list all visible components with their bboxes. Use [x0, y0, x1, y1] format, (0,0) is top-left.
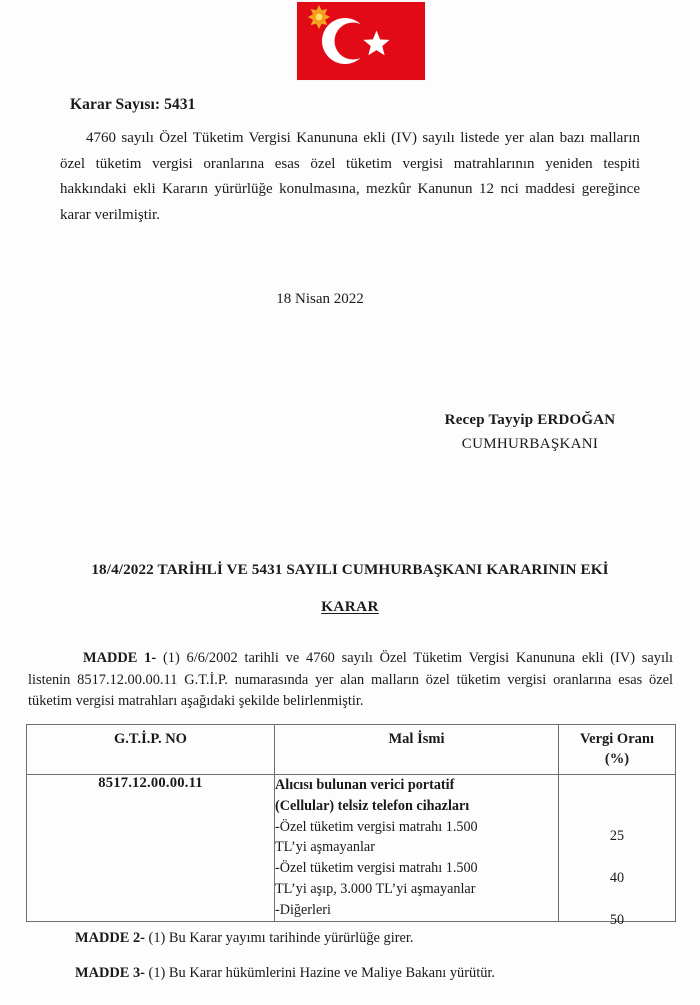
- column-header-gtip: G.T.İ.P. NO: [27, 725, 275, 775]
- tax-rate-tier-1: 25: [609, 828, 625, 844]
- cell-gtip-no: 8517.12.00.00.11: [27, 775, 275, 922]
- article-1-text: (1) 6/6/2002 tarihli ve 4760 sayılı Özel Tüketim Vergisi Kanununa ekli (IV) sayılı listenin 8517.12.00.00.11 G.T.İ.P. numarasında yer alan malların özel tüketim vergisi oranlarına esas özel tüketim vergisi matrahları aşağıdaki şekilde belirlenmiştir.: [28, 650, 673, 709]
- annex-subtitle-text: KARAR: [321, 598, 379, 615]
- tier-2-line1: -Özel tüketim vergisi matrahı 1.500: [275, 860, 478, 877]
- article-2-text: (1) Bu Karar yayımı tarihinde yürürlüğe girer.: [144, 930, 414, 946]
- tax-rate-tier-3: 50: [609, 912, 625, 928]
- table-row: [27, 775, 676, 922]
- intro-paragraph: 4760 sayılı Özel Tüketim Vergisi Kanununa ekli (IV) sayılı listede yer alan bazı malların özel tüketim vergisi oranlarına esas özel tüketim vergisi matrahlarının yeniden tespiti hakkındaki ekli Kararın yürürlüğe konulmasına, mezkûr Kanunun 12 nci maddesi gereğince karar verilmiştir.: [60, 130, 640, 223]
- decision-date: 18 Nisan 2022: [276, 291, 364, 307]
- signature-block: [400, 408, 660, 456]
- article-3: [75, 963, 495, 984]
- article-2-label: MADDE 2-: [75, 930, 145, 946]
- tier-3-line1: -Diğerleri: [275, 901, 331, 918]
- turkish-flag-icon: [297, 2, 425, 80]
- article-1-label: MADDE 1-: [83, 650, 157, 666]
- tax-rate-tier-2: 40: [609, 870, 625, 886]
- tier-1-line2: TL’yi aşmayanlar: [275, 839, 375, 856]
- tax-rate-table: [26, 724, 676, 928]
- article-2: [75, 928, 414, 949]
- signatory-role: CUMHURBAŞKANI: [461, 436, 599, 452]
- table-header-row: [27, 725, 676, 775]
- column-header-tax-rate: [559, 725, 676, 775]
- product-title-line2: (Cellular) telsiz telefon cihazları: [275, 797, 470, 814]
- decision-number: Karar Sayısı: 5431: [70, 96, 196, 113]
- tax-rate-stack: [559, 775, 675, 928]
- turkish-flag-emblem: [297, 2, 425, 80]
- cell-product-description: [275, 775, 559, 922]
- cell-tax-rates: [559, 775, 676, 928]
- signatory-name: Recep Tayyip ERDOĞAN: [444, 412, 616, 428]
- annex-title: 18/4/2022 TARİHLİ VE 5431 SAYILI CUMHURBAŞKANI KARARININ EKİ: [91, 561, 609, 578]
- column-header-product-name: Mal İsmi: [275, 725, 559, 775]
- tier-2-line2: TL’yi aşıp, 3.000 TL’yi aşmayanlar: [275, 880, 476, 897]
- article-3-label: MADDE 3-: [75, 965, 145, 981]
- article-3-text: (1) Bu Karar hükümlerini Hazine ve Maliye Bakanı yürütür.: [144, 965, 496, 981]
- product-title-line1: Alıcısı bulunan verici portatif: [275, 777, 455, 793]
- tier-1-line1: -Özel tüketim vergisi matrahı 1.500: [275, 818, 478, 835]
- column-header-tax-rate-line2: (%): [604, 751, 630, 767]
- article-1: [28, 648, 673, 713]
- annex-subtitle: [0, 598, 700, 616]
- column-header-tax-rate-line1: Vergi Oranı: [580, 731, 654, 747]
